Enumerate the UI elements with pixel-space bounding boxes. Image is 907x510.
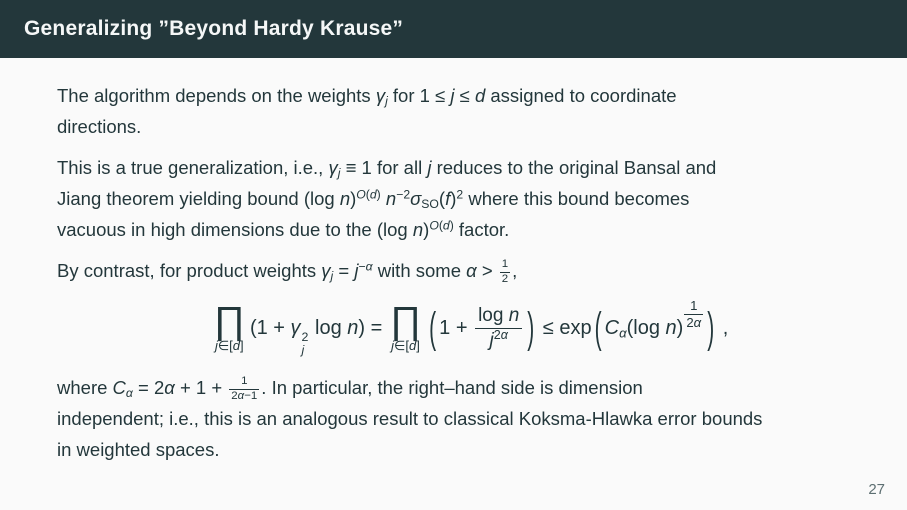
text-run: C [112, 377, 126, 398]
big-parenthesis: ) [527, 305, 535, 353]
slide-title: Generalizing ”Beyond Hardy Krause” [24, 17, 404, 40]
paragraph-conclusion [57, 372, 883, 465]
fraction [229, 375, 259, 402]
fraction-denominator [475, 328, 522, 353]
text-run: j [330, 269, 334, 284]
text-run: reduces to the original Bansal and [431, 157, 717, 178]
slide-body [0, 58, 907, 465]
text-run: ( [438, 188, 446, 209]
text-run: n [339, 188, 351, 209]
text-run: ∈[ [394, 338, 409, 354]
text-run: > [476, 260, 498, 281]
text-run: ≡ 1 for all [340, 157, 428, 178]
text-run: (1 + [249, 317, 291, 339]
text-run: 1 [501, 258, 509, 271]
subscript [619, 325, 627, 340]
text-run: j [489, 330, 494, 352]
text-run: in weighted spaces. [57, 439, 220, 460]
text-run: log [478, 305, 509, 327]
text-run: ) [376, 187, 381, 202]
fraction-numerator [500, 258, 510, 271]
text-run: j [450, 85, 455, 106]
text-run: σ [410, 188, 422, 209]
text-run: ) [350, 188, 357, 209]
text-line [57, 183, 883, 214]
text-run: independent; i.e., this is an analogous result to classical Koksma-Hlawka error bounds [57, 408, 763, 429]
text-run: j [427, 157, 432, 178]
text-run: d [474, 85, 486, 106]
text-run: d [369, 187, 377, 202]
product-underscript [215, 339, 244, 354]
text-run: , [717, 317, 729, 339]
text-run: = 2 [132, 377, 165, 398]
text-line [57, 152, 883, 183]
text-run: 2 [686, 314, 694, 330]
subscript [126, 386, 133, 400]
big-parenthesis: ( [429, 305, 437, 353]
text-run: n [412, 219, 424, 240]
text-run: O [429, 218, 439, 233]
superscript [356, 187, 380, 201]
text-run: 2 [493, 328, 501, 343]
text-run: ) [423, 219, 430, 240]
text-run: −2 [396, 187, 411, 202]
text-run: j [354, 260, 359, 281]
text-line [57, 372, 883, 403]
text-run: ) [450, 188, 457, 209]
display-formula [57, 296, 883, 360]
paragraph-product-weights [57, 255, 883, 286]
fraction-denominator [500, 272, 510, 286]
text-run: j [214, 338, 218, 354]
paragraph-weights-intro [57, 80, 883, 142]
fraction-denominator [229, 389, 259, 403]
text-line [57, 214, 883, 245]
subscript [421, 197, 439, 211]
text-line [57, 80, 883, 111]
fraction-denominator [684, 314, 703, 331]
fraction-numerator [475, 304, 522, 328]
text-run: α [500, 328, 508, 343]
text-run: directions. [57, 116, 142, 137]
text-run: This is a true generalization, i.e., [57, 157, 329, 178]
fraction-numerator [229, 375, 259, 388]
text-run: γ [321, 260, 331, 281]
text-run: α [237, 389, 245, 402]
text-run: vacuous in high dimensions due to the (log [57, 219, 413, 240]
big-parenthesis: ( [594, 305, 602, 353]
text-run: ) = [358, 317, 388, 339]
superscript [429, 218, 453, 232]
text-run: (log [626, 317, 666, 339]
title-bar [0, 0, 907, 58]
text-run: α [619, 325, 627, 341]
text-run: j [385, 94, 388, 109]
text-run: with some [372, 260, 467, 281]
text-run: Jiang theorem yielding bound (log [57, 188, 340, 209]
text-run: ( [365, 187, 370, 202]
product-operator [389, 300, 422, 354]
text-run: j [301, 343, 305, 358]
text-run: 2 [231, 389, 238, 402]
text-line [57, 434, 883, 465]
superscript [358, 259, 372, 273]
text-run: n [665, 317, 677, 339]
text-run: The algorithm depends on the weights [57, 85, 376, 106]
text-run: n [385, 188, 397, 209]
text-run: 2 [301, 329, 309, 344]
text-run: , [512, 260, 518, 281]
text-run: α [125, 386, 133, 401]
text-run: where [57, 377, 113, 398]
text-run: C [604, 317, 620, 339]
text-run: assigned to coordinate [485, 85, 677, 106]
text-run: − [358, 259, 366, 274]
text-run: ) [676, 317, 684, 339]
text-run: O [356, 187, 366, 202]
text-run: d [232, 338, 241, 354]
text-run: ) [449, 218, 454, 233]
text-run: γ [375, 85, 386, 106]
fraction [684, 298, 703, 331]
text-run: 2 [501, 272, 509, 285]
paragraph-true-generalization [57, 152, 883, 245]
text-run: d [408, 338, 417, 354]
text-run: log [309, 317, 348, 339]
text-run: ≤ [454, 85, 475, 106]
superscript [302, 331, 309, 345]
text-run: α [365, 259, 373, 274]
text-run: 1 + [439, 317, 474, 339]
text-run: −1 [244, 389, 258, 402]
text-run: n [347, 317, 359, 339]
product-symbol: ∏ [389, 300, 422, 343]
text-run: j [337, 166, 341, 181]
product-symbol: ∏ [213, 300, 245, 343]
superscript [396, 187, 410, 201]
text-run: for 1 ≤ [387, 85, 451, 106]
text-line [57, 255, 883, 286]
text-run: SO [421, 197, 439, 212]
text-run: + 1 + [174, 377, 228, 398]
text-run: ≤ exp [537, 317, 592, 339]
text-run: α [693, 314, 702, 330]
product-operator [213, 300, 245, 354]
page-number: 27 [868, 481, 885, 498]
text-run: ∈[ [217, 338, 233, 354]
text-line [57, 403, 883, 434]
text-run: = [333, 260, 355, 281]
product-underscript [391, 339, 420, 354]
superscript [494, 328, 508, 342]
text-run: where this bound becomes [463, 188, 690, 209]
text-run: γ [328, 157, 338, 178]
text-run: factor. [453, 219, 510, 240]
text-run: ] [240, 338, 244, 354]
text-run: n [508, 305, 520, 327]
text-run: ( [438, 218, 443, 233]
text-line [57, 111, 883, 142]
fraction [475, 304, 522, 353]
text-run: α [466, 260, 477, 281]
text-run: 1 [690, 297, 698, 313]
supsub-stack [302, 331, 309, 358]
text-run: j [391, 338, 395, 354]
fraction-numerator [684, 298, 703, 314]
text-run: By contrast, for product weights [57, 260, 322, 281]
text-run: d [442, 218, 450, 233]
text-run: 2 [456, 187, 464, 202]
text-run: f [445, 188, 451, 209]
text-run: 1 [241, 375, 248, 388]
fraction [500, 258, 510, 285]
subscript [302, 344, 305, 358]
text-run: . In particular, the right–hand side is dimension [261, 377, 643, 398]
text-run: γ [290, 317, 301, 339]
text-run: ] [416, 338, 420, 354]
superscript [683, 297, 704, 330]
big-parenthesis: ) [707, 305, 715, 353]
text-run: α [164, 377, 175, 398]
